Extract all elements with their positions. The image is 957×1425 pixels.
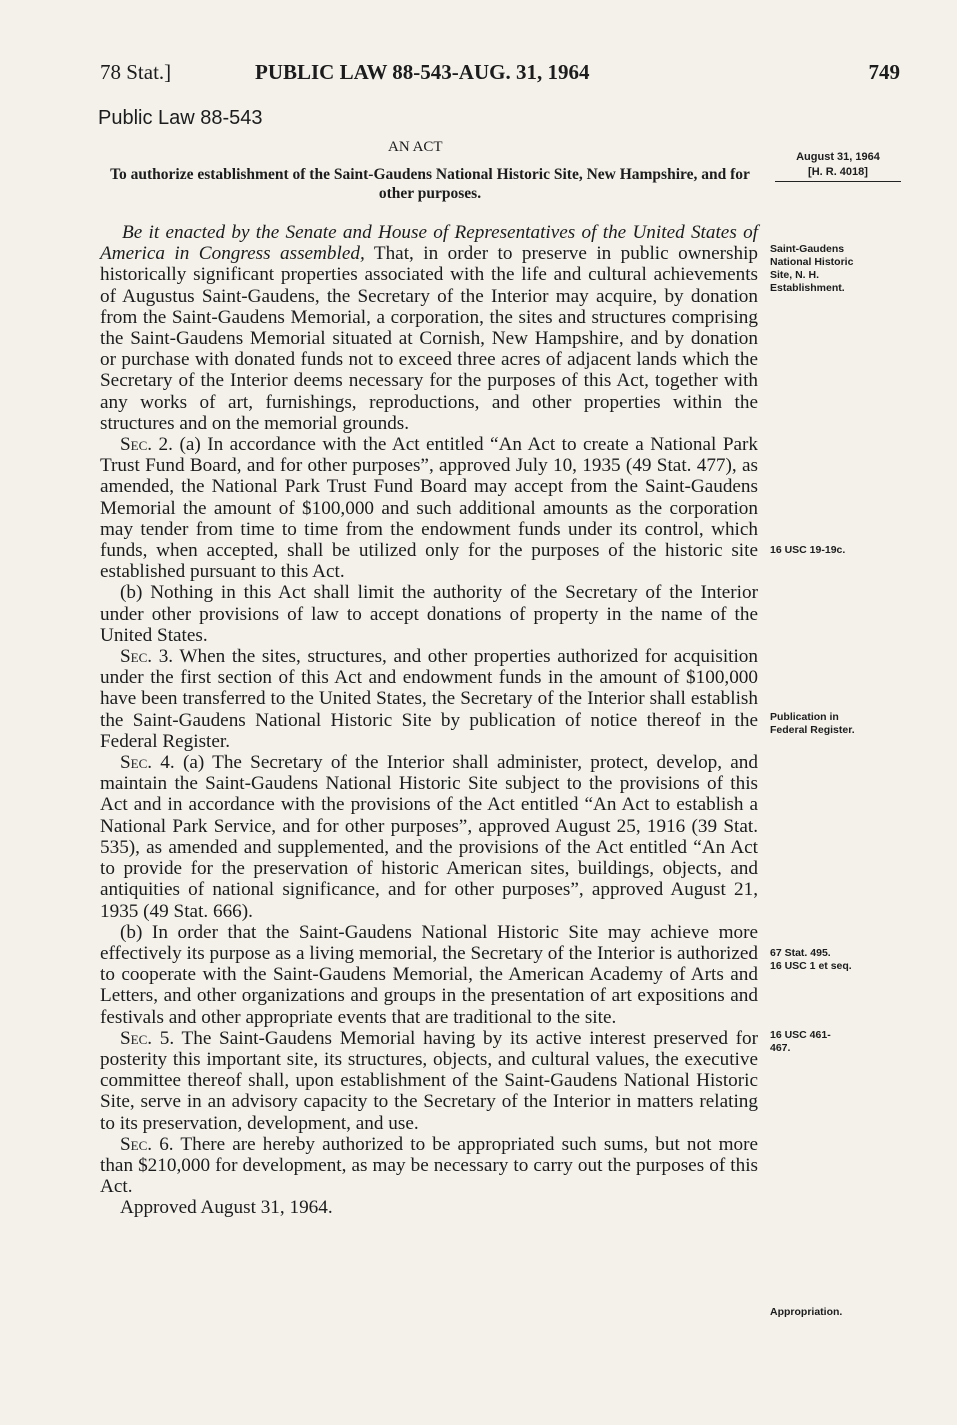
- bill-number: [H. R. 4018]: [775, 165, 901, 182]
- header-title: PUBLIC LAW 88-543-AUG. 31, 1964: [255, 60, 590, 84]
- section-4-label: Sec. 4.: [120, 752, 175, 774]
- act-heading: AN ACT: [388, 139, 443, 155]
- section-4a: [100, 752, 758, 922]
- section-3-label: Sec. 3.: [120, 646, 174, 668]
- public-law-heading: Public Law 88-543: [98, 107, 263, 129]
- margin-note-16usc-461: 16 USC 461- 467.: [770, 1029, 831, 1054]
- enacting-clause: Be it enacted by the Senate and House of Representatives of the United States of America in Congress assembled,: [100, 222, 758, 265]
- margin-note-16usc-19: 16 USC 19-19c.: [770, 544, 846, 556]
- section-2b: (b) Nothing in this Act shall limit the authority of the Secretary of the Interior under other provisions of law to accept donations of property in the name of the United States.: [100, 582, 758, 646]
- section-1: [100, 222, 758, 434]
- section-5: [100, 1028, 758, 1134]
- section-2a: [100, 434, 758, 582]
- section-4b: (b) In order that the Saint-Gaudens National Historic Site may achieve more effectively its purpose as a living memorial, the Secretary of the Interior is authorized to cooperate with the Saint-Gaudens Memorial, the American Academy of Arts and Letters, and other organizations and groups in the presentation of art expositions and festivals and other appropriate events that are traditional to the site.: [100, 921, 758, 1028]
- section-4a-text: (a) The Secretary of the Interior shall administer, protect, develop, and maintain the Saint-Gaudens National Historic Site subject to the provisions of this Act and in accordance with the provisions of the Act entitled “An Act to establish a National Park Service, and for other purposes”, approved August 25, 1916 (39 Stat. 535), as amended and supplemented, and the provisions of the Act entitled “An Act to provide for the preservation of historic American sites, buildings, objects, and antiquities of national significance, and for other purposes”, approved August 21, 1935 (49 Stat. 666).: [100, 752, 758, 922]
- section-5-label: Sec. 5.: [120, 1027, 175, 1049]
- section-3-text: When the sites, structures, and other properties authorized for acquisition under the first section of this Act and endowment funds in the amount of $100,000 have been transferred to the United States, the Secretary of the Interior shall establish the Saint-Gaudens National Historic Site by publication of notice thereof in the Federal Register.: [100, 646, 758, 752]
- stat-reference: 78 Stat.]: [100, 60, 172, 84]
- section-2a-text: (a) In accordance with the Act entitled “An Act to create a National Park Trust Fund Board, and for other purposes”, approved July 10, 1935 (49 Stat. 477), as amended, the National Park Trust Fund Board may accept from the Saint-Gaudens Memorial the amount of $100,000 and such additional amounts as the corporation may tender from time to time from the endowment funds under its control, which funds, when accepted, shall be utilized only for the purposes of the historic site established pursuant to this Act.: [100, 434, 758, 583]
- margin-date-block: [775, 150, 901, 182]
- margin-note-establishment: Saint-Gaudens National Historic Site, N. H. Establishment.: [770, 243, 854, 294]
- section-6-label: Sec. 6.: [120, 1133, 174, 1155]
- section-6: [100, 1134, 758, 1198]
- section-2-label: Sec. 2.: [120, 434, 173, 456]
- margin-note-federal-register: Publication in Federal Register.: [770, 711, 855, 736]
- margin-note-appropriation: Appropriation.: [770, 1306, 843, 1318]
- margin-note-67-stat: 67 Stat. 495. 16 USC 1 et seq.: [770, 947, 852, 972]
- section-5-text: The Saint-Gaudens Memorial having by its active interest preserved for posterity this important site, its structures, objects, and cultural values, the executive committee thereof shall, upon establishment of the Saint-Gaudens National Historic Site, serve in an advisory capacity to the Secretary of the Interior in matters relating to its preservation, development, and use.: [100, 1027, 759, 1134]
- section-6-text: There are hereby authorized to be appropriated such sums, but not more than $210,000 for development, as may be necessary to carry out the purposes of this Act.: [100, 1133, 758, 1198]
- act-title: To authorize establishment of the Saint-Gaudens National Historic Site, New Hampshire, and for other purposes.: [110, 166, 750, 202]
- page-header: [100, 60, 900, 90]
- act-body: [100, 222, 758, 1219]
- section-3: [100, 646, 758, 752]
- approval-line: Approved August 31, 1964.: [120, 1197, 333, 1219]
- margin-date: August 31, 1964: [796, 151, 880, 163]
- page-number: 749: [868, 60, 900, 84]
- section-1-text: That, in order to preserve in public ownership historically significant properties associated with the life and cultural achievements of Augustus Saint-Gaudens, the Secretary of the Interior may acquire, by donation from the Saint-Gaudens Memorial, a corporation, the sites and structures comprising the Saint-Gaudens Memorial situated at Cornish, New Hampshire, and by donation or purchase with donated funds not to exceed three acres of adjacent lands which the Secretary of the Interior deems necessary for the purposes of this Act, together with any works of art, furnishings, reproductions, and other properties within the structures and on the memorial grounds.: [100, 243, 759, 434]
